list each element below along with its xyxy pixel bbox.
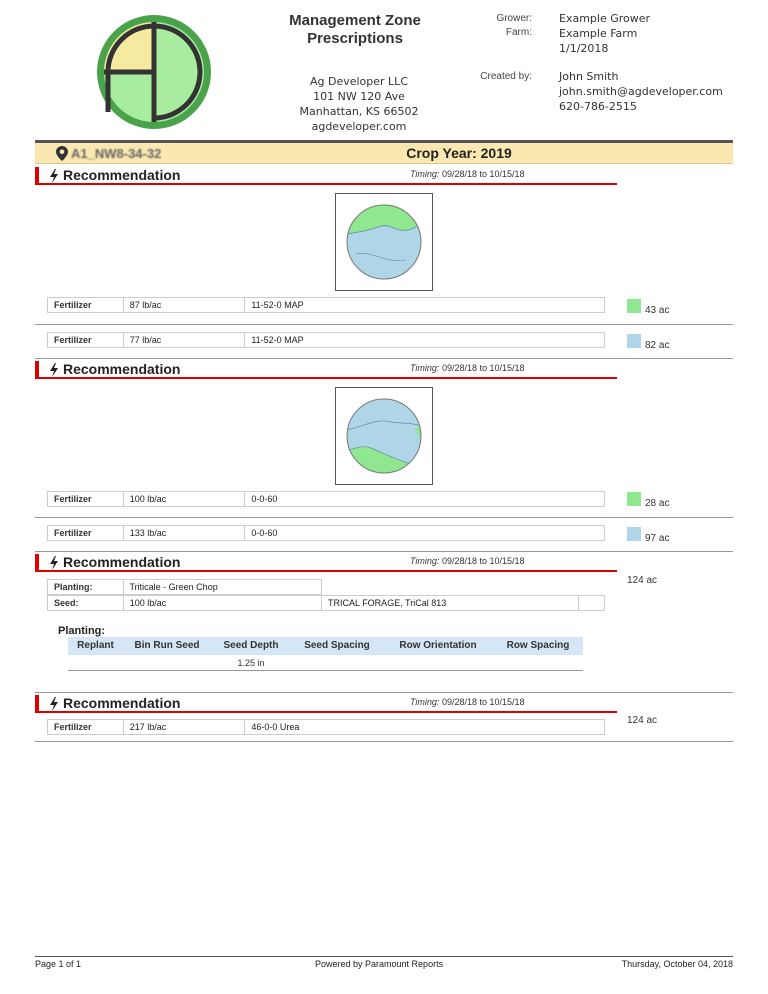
company-info	[290, 74, 428, 134]
zone-acres: 28 ac	[645, 498, 670, 509]
zone-acres: 124 ac	[627, 575, 658, 586]
recommendation-title: Recommendation	[63, 167, 181, 183]
footer-date: Thursday, October 04, 2018	[621, 959, 733, 969]
email-value: john.smith@agdeveloper.com	[559, 85, 723, 98]
lightning-bolt-icon	[49, 169, 59, 183]
page-number: Page 1 of 1	[35, 959, 82, 969]
zone-swatch-blue	[627, 527, 641, 541]
recommendation-header	[35, 167, 617, 185]
recommendation-header	[35, 695, 617, 713]
zone-acres: 43 ac	[645, 305, 670, 316]
company-address: 101 NW 120 Ave	[313, 90, 405, 103]
grower-value: Example Grower	[559, 12, 651, 25]
ag-developer-logo	[94, 12, 214, 132]
table-row: Fertilizer 77 lb/ac 11-52-0 MAP	[47, 332, 605, 348]
phone-value: 620-786-2515	[559, 100, 637, 113]
created-by-value: John Smith	[559, 70, 619, 83]
timing-text: Timing: 09/28/18 to 10/15/18	[410, 363, 525, 373]
lightning-bolt-icon	[49, 697, 59, 711]
table-row: Fertilizer 100 lb/ac 0-0-60	[47, 491, 605, 507]
report-date: 1/1/2018	[559, 42, 609, 55]
timing-text: Timing: 09/28/18 to 10/15/18	[410, 556, 525, 566]
timing-text: Timing: 09/28/18 to 10/15/18	[410, 697, 525, 707]
recommendation-title: Recommendation	[63, 695, 181, 711]
field-bar	[35, 143, 733, 164]
field-name: A1_NW8-34-32	[71, 146, 162, 161]
seed-row: Seed: 100 lb/ac TRICAL FORAGE, TriCal 813	[47, 595, 605, 611]
table-row: Fertilizer 217 lb/ac 46-0-0 Urea	[47, 719, 605, 735]
lightning-bolt-icon	[49, 556, 59, 570]
lightning-bolt-icon	[49, 363, 59, 377]
zone-acres: 124 ac	[627, 715, 658, 726]
crop-year: Crop Year: 2019	[406, 145, 512, 161]
zone-map	[335, 387, 433, 485]
company-name: Ag Developer LLC	[309, 75, 408, 88]
planting-table-title: Planting:	[58, 625, 106, 637]
grower-label: Grower:	[496, 13, 532, 24]
powered-by: Powered by Paramount Reports	[315, 959, 444, 969]
recommendation-header	[35, 361, 617, 379]
zone-acres: 97 ac	[645, 533, 670, 544]
created-by-label: Created by:	[480, 71, 532, 82]
company-city: Manhattan, KS 66502	[299, 105, 419, 118]
planting-row: Planting: Triticale - Green Chop	[47, 579, 322, 595]
report-title: Management Zone Prescriptions	[289, 12, 421, 47]
planting-table-header: Replant Bin Run Seed Seed Depth Seed Spacing Row Orientation Row Spacing	[68, 637, 583, 655]
footer-divider	[35, 956, 733, 957]
zone-swatch-blue	[627, 334, 641, 348]
recommendation-title: Recommendation	[63, 554, 181, 570]
zone-acres: 82 ac	[645, 340, 670, 351]
company-web: agdeveloper.com	[311, 120, 407, 133]
farm-label: Farm:	[505, 27, 532, 38]
planting-table-row: 1.25 in	[68, 655, 583, 671]
recommendation-header	[35, 554, 617, 572]
timing-text: Timing: 09/28/18 to 10/15/18	[410, 169, 525, 179]
farm-value: Example Farm	[559, 27, 638, 40]
zone-swatch-green	[627, 299, 641, 313]
zone-swatch-green	[627, 492, 641, 506]
table-row: Fertilizer 87 lb/ac 11-52-0 MAP	[47, 297, 605, 313]
zone-map	[335, 193, 433, 291]
recommendation-title: Recommendation	[63, 361, 181, 377]
table-row: Fertilizer 133 lb/ac 0-0-60	[47, 525, 605, 541]
